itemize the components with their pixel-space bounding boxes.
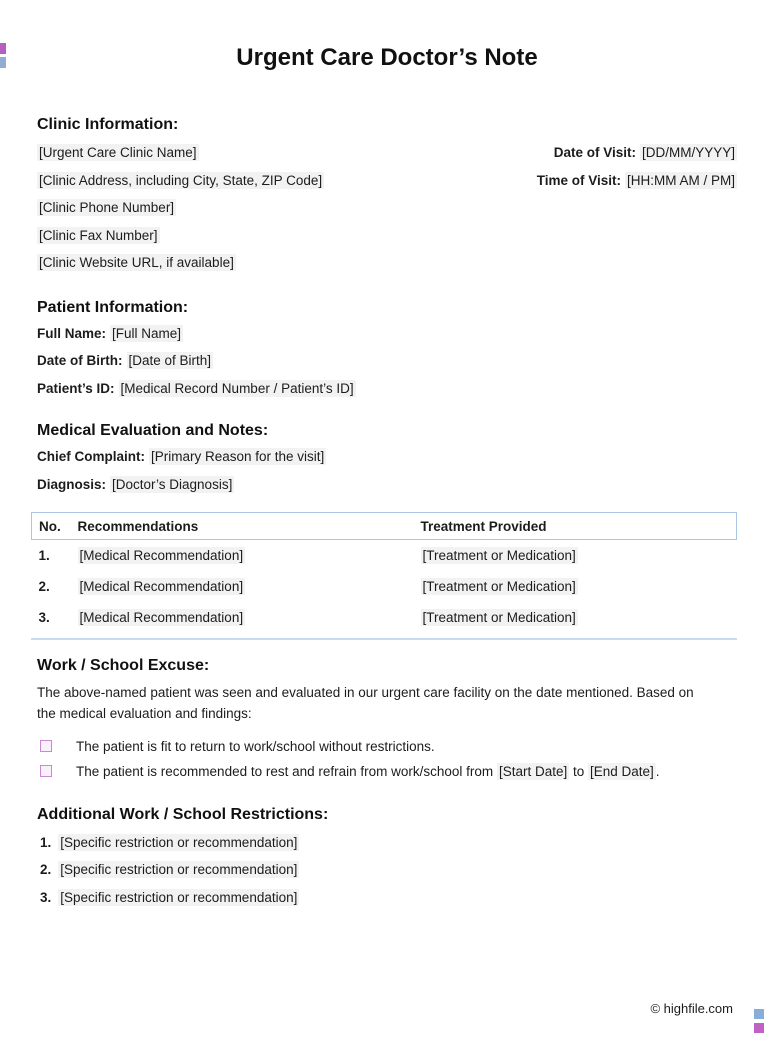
treatment-placeholder: [Treatment or Medication] [422,547,576,563]
section-additional-restrictions [37,805,737,912]
excuse-intro-text: The above-named patient was seen and evaluated in our urgent care facility on the date mentioned. Based on the medical evaluation and findings: [37,684,694,721]
visit-info-block [537,139,737,277]
clinic-address-line [37,167,324,195]
document-body [0,43,768,911]
diagnosis-line [37,471,737,499]
row-number: 2. [38,578,50,594]
row-number: 3. [38,609,50,625]
restriction-number: 2. [40,862,52,877]
chief-complaint-placeholder: [Primary Reason for the visit] [151,449,325,464]
excuse-option-fit [37,734,737,760]
end-date-placeholder: [End Date] [589,764,654,779]
time-of-visit-placeholder: [HH:MM AM / PM] [627,172,735,188]
full-name-label: Full Name: [37,325,107,341]
table-row [32,540,737,571]
excuse-option-rest [37,759,737,785]
restriction-item [37,884,737,912]
chief-complaint-label: Chief Complaint: [37,449,145,464]
fit-to-return-text: The patient is fit to return to work/school without restrictions. [76,738,435,754]
clinic-name-line [37,139,324,167]
date-of-birth-label: Date of Birth: [37,353,123,368]
restriction-placeholder: [Specific restriction or recommendation] [60,862,298,877]
recommendation-placeholder: [Medical Recommendation] [79,547,244,563]
recommendation-placeholder: [Medical Recommendation] [79,609,244,625]
recommendations-table [31,512,737,633]
clinic-information-heading: Clinic Information: [37,116,179,133]
restriction-item [37,829,737,857]
table-header-row [32,513,737,540]
table-row [32,571,737,602]
fit-to-return-checkbox[interactable] [40,740,52,752]
restriction-placeholder: [Specific restriction or recommendation] [60,889,298,905]
date-of-birth-line [37,347,737,375]
section-medical-evaluation [37,421,737,640]
date-of-birth-placeholder: [Date of Birth] [128,353,212,368]
treatment-cell [421,571,737,602]
recommendation-cell [78,571,421,602]
clinic-fax-line [37,222,324,250]
recommendation-cell [78,602,421,633]
treatment-placeholder: [Treatment or Medication] [422,609,576,625]
patient-information-heading: Patient Information: [37,298,189,316]
restriction-number: 3. [40,889,52,905]
chief-complaint-line [37,443,737,471]
rest-text-mid: to [569,764,588,779]
treatment-cell [421,602,737,633]
page-title: Urgent Care Doctor’s Note [236,44,538,71]
section-clinic-information [37,115,737,277]
corner-accent-purple-top-left [0,43,6,54]
footer-credit: © highfile.com [650,1001,733,1016]
patient-id-line [37,375,737,403]
restriction-number: 1. [40,834,52,850]
recommendation-placeholder: [Medical Recommendation] [79,578,244,594]
clinic-detail-list [37,139,324,277]
clinic-address-placeholder: [Clinic Address, including City, State, ZIP Code] [39,172,323,188]
date-of-visit-placeholder: [DD/MM/YYYY] [641,145,735,160]
col-header-no: No. [39,518,61,534]
restriction-item [37,856,737,884]
date-of-visit-line [537,139,737,167]
clinic-website-line [37,249,324,277]
recommended-rest-checkbox[interactable] [40,765,52,777]
diagnosis-placeholder: [Doctor’s Diagnosis] [112,476,233,492]
recommendation-cell [78,540,421,571]
work-school-excuse-heading: Work / School Excuse: [37,656,210,674]
time-of-visit-line [537,167,737,195]
date-of-visit-label: Date of Visit: [553,145,636,160]
treatment-placeholder: [Treatment or Medication] [422,578,576,594]
corner-accent-purple-bottom-right [754,1023,764,1033]
table-bottom-rule [31,638,737,640]
patient-id-placeholder: [Medical Record Number / Patient’s ID] [120,380,354,396]
diagnosis-label: Diagnosis: [37,476,107,492]
medical-evaluation-heading: Medical Evaluation and Notes: [37,422,269,439]
corner-accent-blue-bottom-right [754,1009,764,1019]
col-header-recommendations: Recommendations [77,518,199,534]
col-header-treatment: Treatment Provided [420,518,547,534]
full-name-placeholder: [Full Name] [112,325,182,341]
patient-id-label: Patient’s ID: [37,380,115,396]
row-number: 1. [38,547,50,563]
rest-text-after: . [655,764,660,779]
section-patient-information [37,298,737,403]
clinic-name-placeholder: [Urgent Care Clinic Name] [39,145,197,160]
rest-text-before: The patient is recommended to rest and refrain from work/school from [76,764,497,779]
clinic-fax-placeholder: [Clinic Fax Number] [39,227,158,243]
treatment-cell [421,540,737,571]
additional-restrictions-heading: Additional Work / School Restrictions: [37,805,329,823]
restriction-placeholder: [Specific restriction or recommendation] [60,834,298,850]
clinic-website-placeholder: [Clinic Website URL, if available] [39,255,234,270]
corner-accent-blue-top-left [0,57,6,68]
time-of-visit-label: Time of Visit: [536,172,621,188]
clinic-phone-line [37,194,324,222]
table-row [32,602,737,633]
clinic-phone-placeholder: [Clinic Phone Number] [39,200,175,215]
start-date-placeholder: [Start Date] [498,764,568,779]
section-work-school-excuse [37,656,737,785]
full-name-line [37,320,737,348]
